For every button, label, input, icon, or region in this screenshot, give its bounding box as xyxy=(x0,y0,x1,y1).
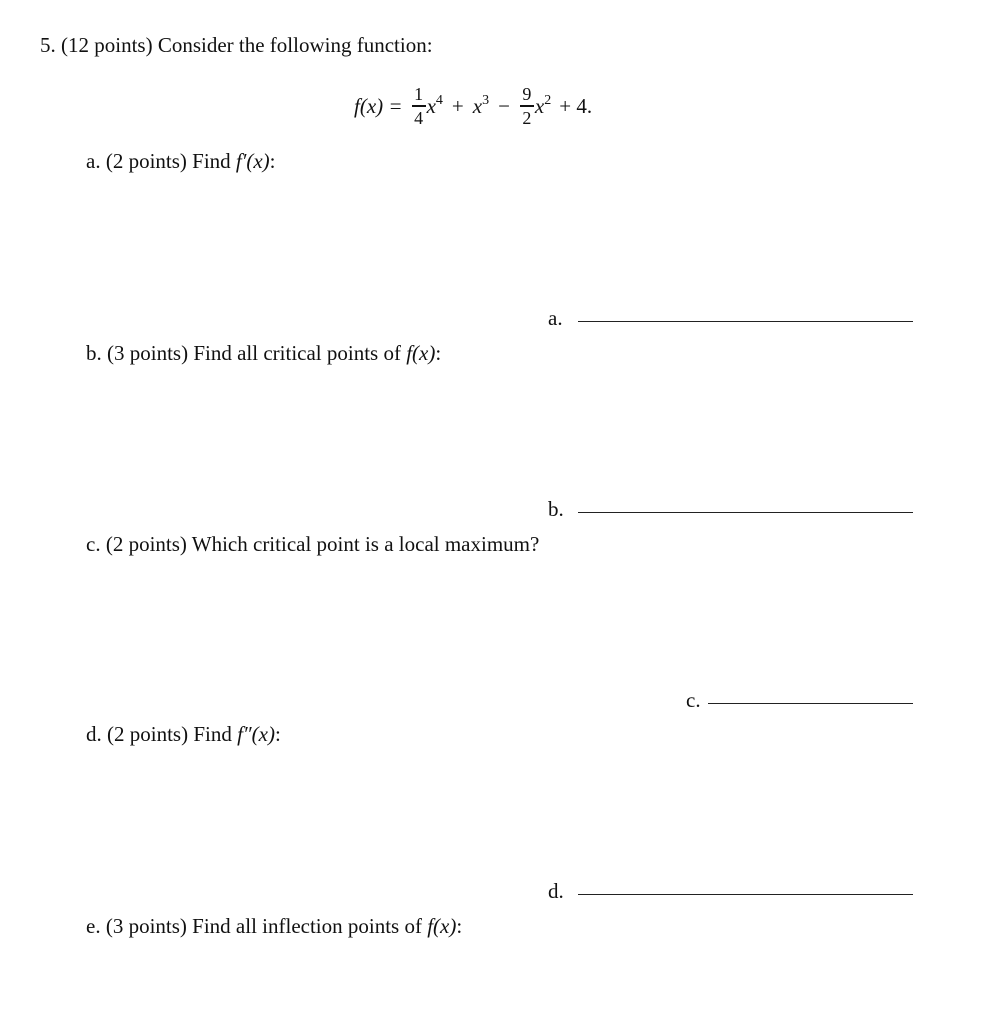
part-a-prefix: a. (2 points) Find xyxy=(86,149,236,173)
part-a-math: f′(x) xyxy=(235,149,270,173)
answer-line-b[interactable] xyxy=(578,512,913,513)
fraction-numerator: 1 xyxy=(414,84,424,105)
part-b-math: f(x) xyxy=(406,341,436,365)
part-a-prompt xyxy=(86,149,276,174)
fraction-nine-halves xyxy=(520,85,534,126)
equation-lhs: f(x) = xyxy=(354,93,403,118)
fraction-one-quarter xyxy=(412,85,426,126)
part-d-prompt xyxy=(86,722,281,747)
answer-line-c[interactable] xyxy=(708,703,913,704)
part-b-suffix: : xyxy=(435,341,442,365)
part-b-prefix: b. (3 points) Find all critical points of xyxy=(86,341,407,365)
minus-sign: − xyxy=(498,93,510,118)
part-c-prompt: c. (2 points) Which critical point is a local maximum? xyxy=(86,532,540,556)
part-d-math: f″(x) xyxy=(237,722,275,746)
problem-header: 5. (12 points) Consider the following function: xyxy=(40,33,433,57)
fraction-denominator: 4 xyxy=(414,107,424,128)
function-equation xyxy=(354,78,592,134)
fraction-denominator: 2 xyxy=(522,107,532,128)
answer-label-d: d. xyxy=(548,879,564,903)
plus-sign: + xyxy=(451,93,464,118)
answer-label-c: c. xyxy=(686,688,701,712)
part-e-prefix: e. (3 points) Find all inflection points of xyxy=(86,914,428,938)
term-variable: x xyxy=(472,93,483,118)
part-d-prefix: d. (2 points) Find xyxy=(86,722,238,746)
term-x3 xyxy=(473,94,489,119)
part-e-suffix: : xyxy=(456,914,463,938)
term-exponent: 4 xyxy=(435,92,443,108)
equation-tail: + 4. xyxy=(559,93,593,118)
term-variable: x xyxy=(426,93,436,118)
term-exponent: 3 xyxy=(482,92,490,108)
answer-label-a: a. xyxy=(548,306,563,330)
part-d-suffix: : xyxy=(274,722,281,746)
part-e-math: f(x) xyxy=(427,914,457,938)
answer-label-b: b. xyxy=(548,497,564,521)
term-x2 xyxy=(535,94,551,119)
part-a-suffix: : xyxy=(269,149,276,173)
answer-line-a[interactable] xyxy=(578,321,913,322)
term-x4 xyxy=(427,94,443,119)
term-exponent: 2 xyxy=(544,92,552,108)
answer-line-d[interactable] xyxy=(578,894,913,895)
part-b-prompt xyxy=(86,341,441,366)
term-variable: x xyxy=(534,93,545,118)
fraction-numerator: 9 xyxy=(522,84,532,105)
part-e-prompt xyxy=(86,914,462,939)
